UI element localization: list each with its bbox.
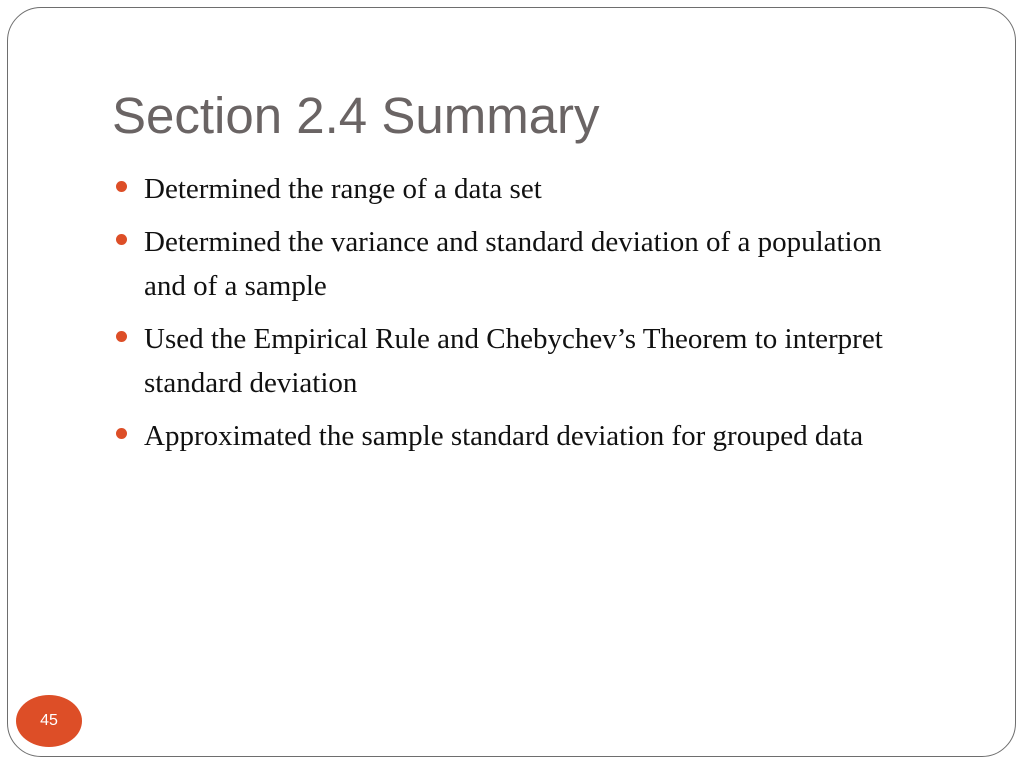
bullet-item: [112, 317, 912, 405]
bullet-dot-icon: [116, 428, 127, 439]
slide-title: Section 2.4 Summary: [112, 87, 600, 144]
bullet-text: Determined the variance and standard deviation of a population and of a sample: [144, 226, 882, 302]
page-number-badge: 45: [16, 695, 82, 747]
bullet-dot-icon: [116, 331, 127, 342]
bullet-text: Approximated the sample standard deviation for grouped data: [144, 420, 864, 452]
bullet-list: [112, 167, 912, 467]
bullet-text: Determined the range of a data set: [144, 173, 542, 205]
bullet-item: [112, 414, 912, 458]
bullet-item: [112, 167, 912, 211]
bullet-text: Used the Empirical Rule and Chebychev’s Theorem to interpret standard deviation: [144, 323, 883, 399]
bullet-dot-icon: [116, 181, 127, 192]
bullet-dot-icon: [116, 234, 127, 245]
bullet-item: [112, 220, 912, 308]
